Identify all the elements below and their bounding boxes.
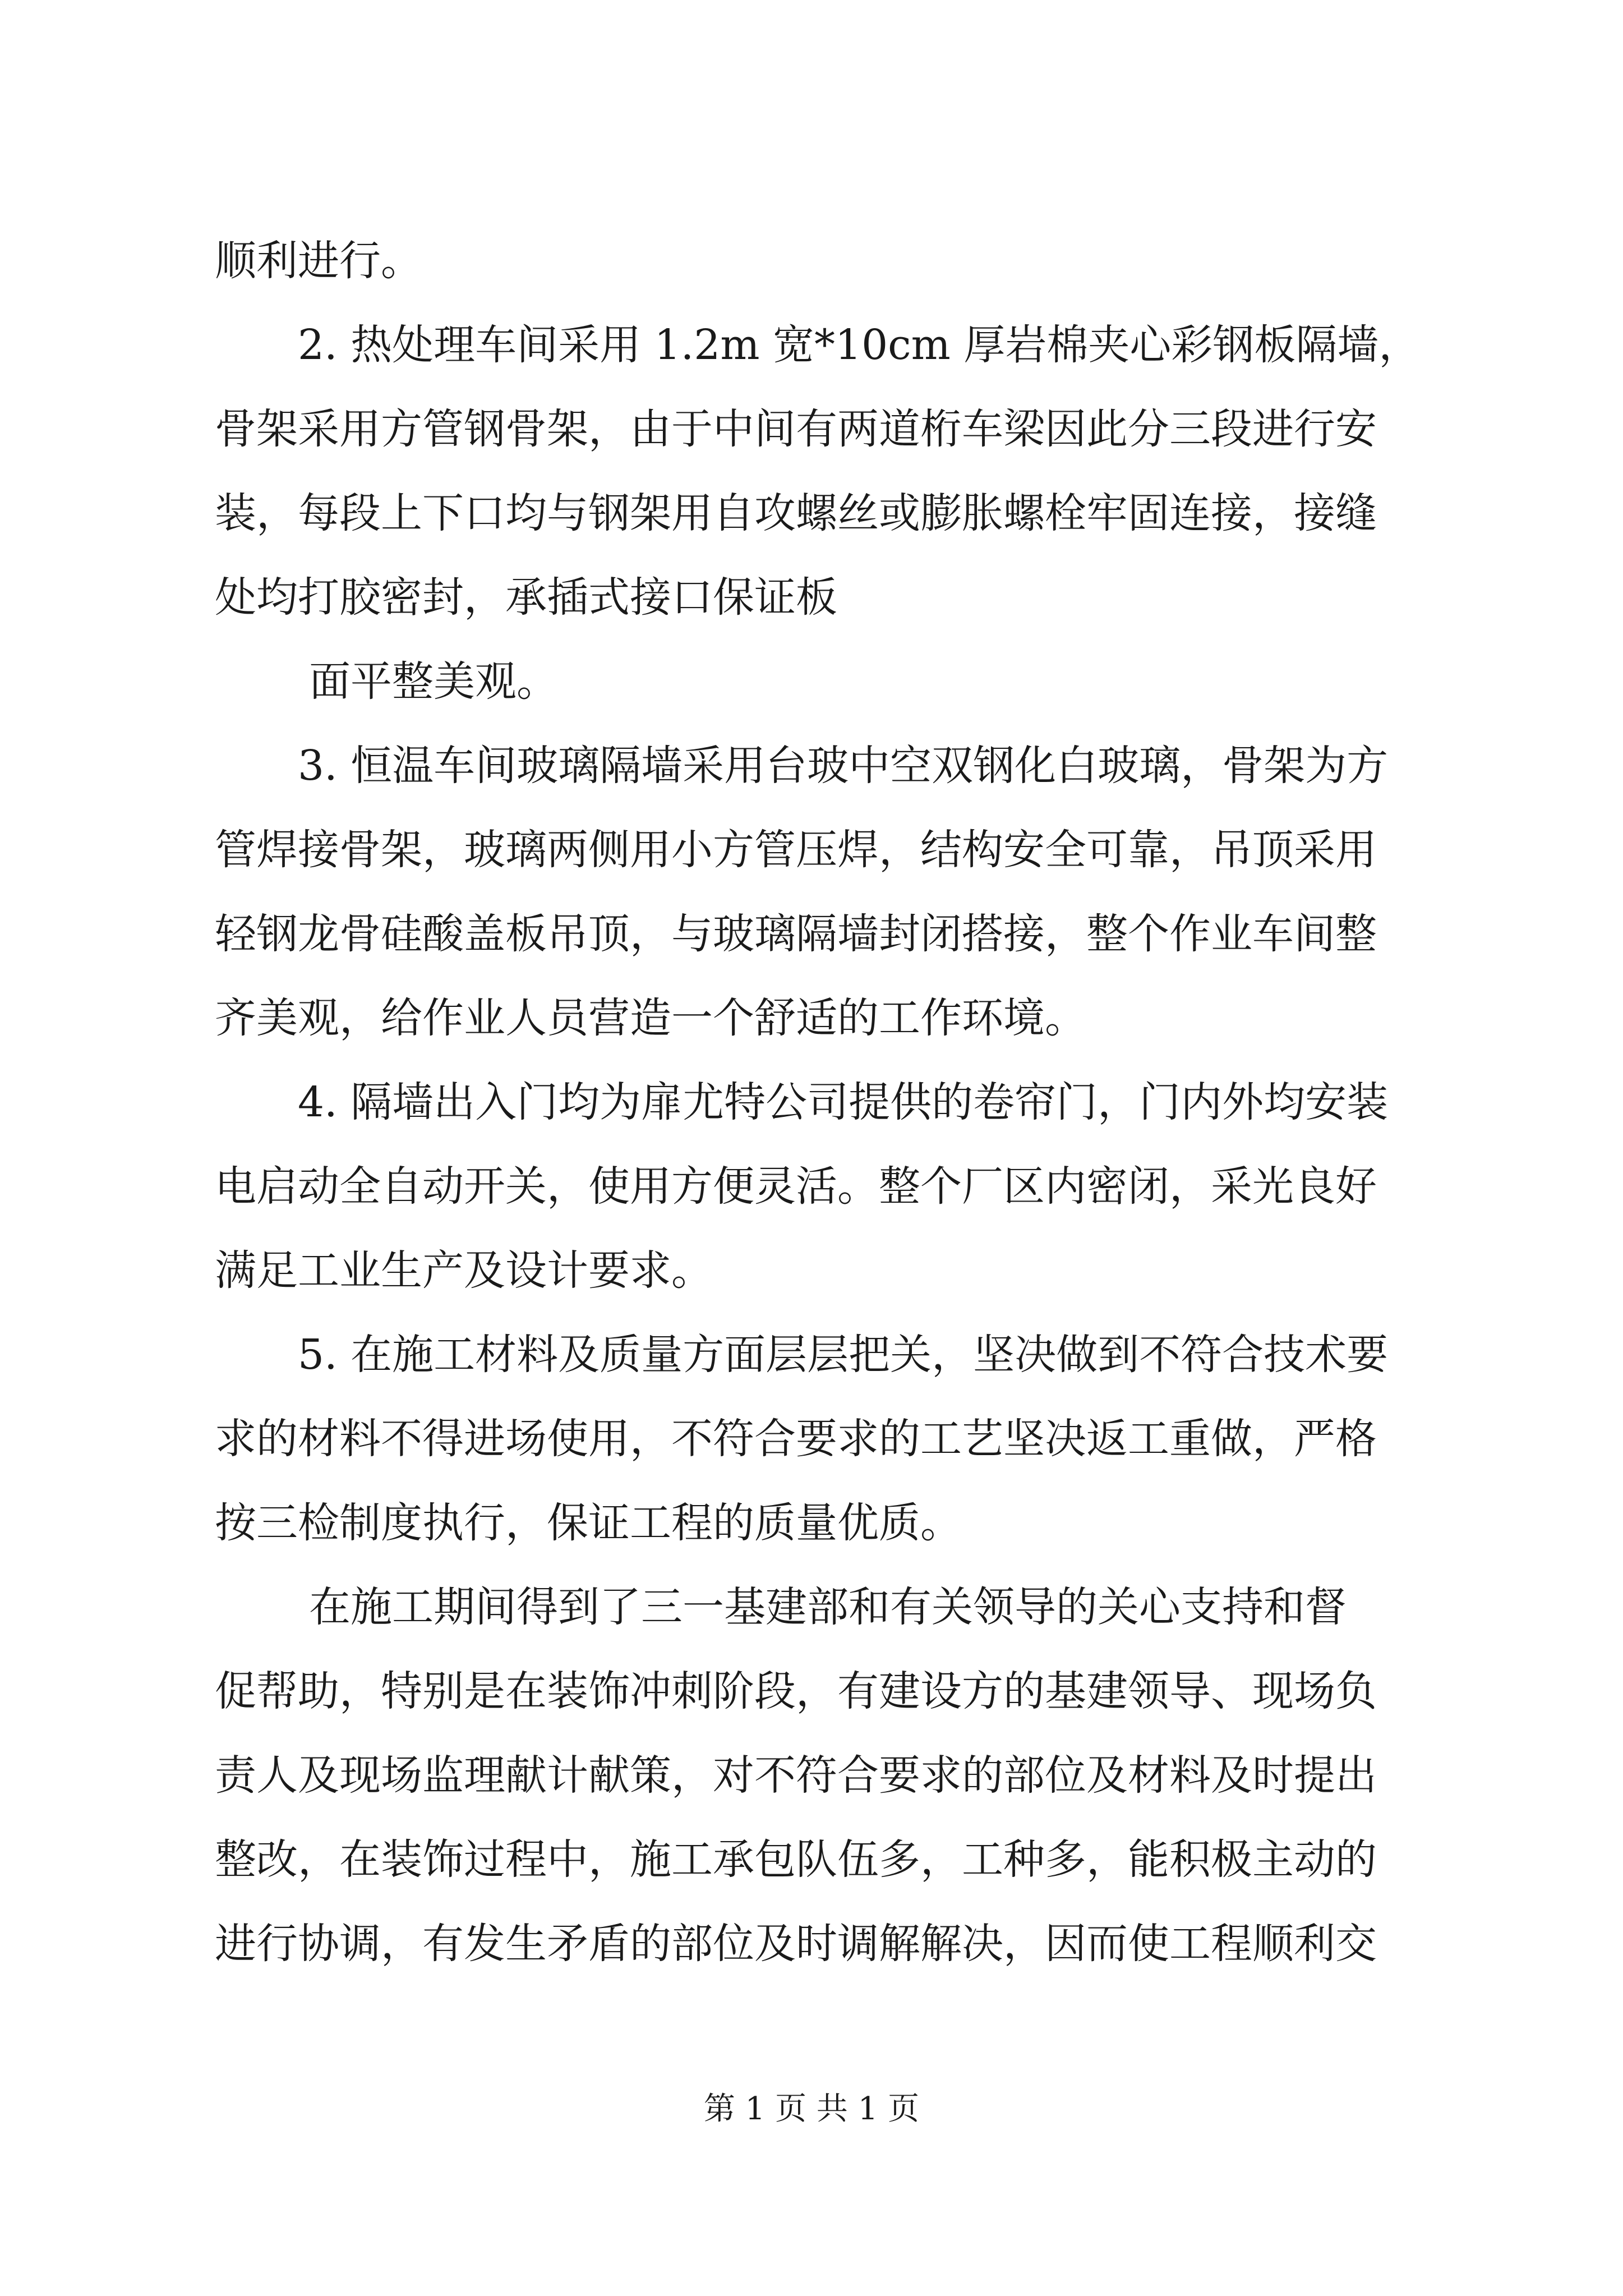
- text-line: 面平整美观。: [309, 657, 558, 706]
- text-line: 装，每段上下口均与钢架用自攻螺丝或膨胀螺栓牢固连接，接缝: [215, 489, 1377, 537]
- text-line: 管焊接骨架，玻璃两侧用小方管压焊，结构安全可靠，吊顶采用: [215, 826, 1377, 874]
- text-line: 顺利进行。: [215, 237, 422, 285]
- text-line: 4. 隔墙出入门均为扉尤特公司提供的卷帘门，门内外均安装: [298, 1078, 1389, 1126]
- text-line: 进行协调，有发生矛盾的部位及时调解解决，因而使工程顺利交: [215, 1920, 1377, 1968]
- text-line: 促帮助，特别是在装饰冲刺阶段，有建设方的基建领导、现场负: [215, 1667, 1377, 1715]
- text-line: 责人及现场监理献计献策，对不符合要求的部位及材料及时提出: [215, 1751, 1377, 1800]
- text-line: 求的材料不得进场使用，不符合要求的工艺坚决返工重做，严格: [215, 1415, 1377, 1463]
- text-line: 处均打胶密封，承插式接口保证板: [215, 573, 837, 622]
- text-line: 按三检制度执行，保证工程的质量优质。: [215, 1499, 962, 1547]
- page-footer: 第 1 页 共 1 页: [703, 2091, 920, 2127]
- text-line: 在施工期间得到了三一基建部和有关领导的关心支持和督: [309, 1583, 1347, 1631]
- text-line: 5. 在施工材料及质量方面层层把关，坚决做到不符合技术要: [298, 1331, 1389, 1379]
- text-line: 整改，在装饰过程中，施工承包队伍多，工种多，能积极主动的: [215, 1835, 1377, 1884]
- text-line: 满足工业生产及设计要求。: [215, 1246, 713, 1295]
- text-line: 齐美观，给作业人员营造一个舒适的工作环境。: [215, 994, 1086, 1042]
- text-line: 骨架采用方管钢骨架，由于中间有两道桁车梁因此分三段进行安: [215, 405, 1377, 453]
- text-line: 3. 恒温车间玻璃隔墙采用台玻中空双钢化白玻璃，骨架为方: [298, 742, 1389, 790]
- text-line: 2. 热处理车间采用 1.2m 宽*10cm 厚岩棉夹心彩钢板隔墙，: [298, 321, 1421, 369]
- text-line: 电启动全自动开关，使用方便灵活。整个厂区内密闭，采光良好: [215, 1162, 1377, 1211]
- text-line: 轻钢龙骨硅酸盖板吊顶，与玻璃隔墙封闭搭接，整个作业车间整: [215, 910, 1377, 958]
